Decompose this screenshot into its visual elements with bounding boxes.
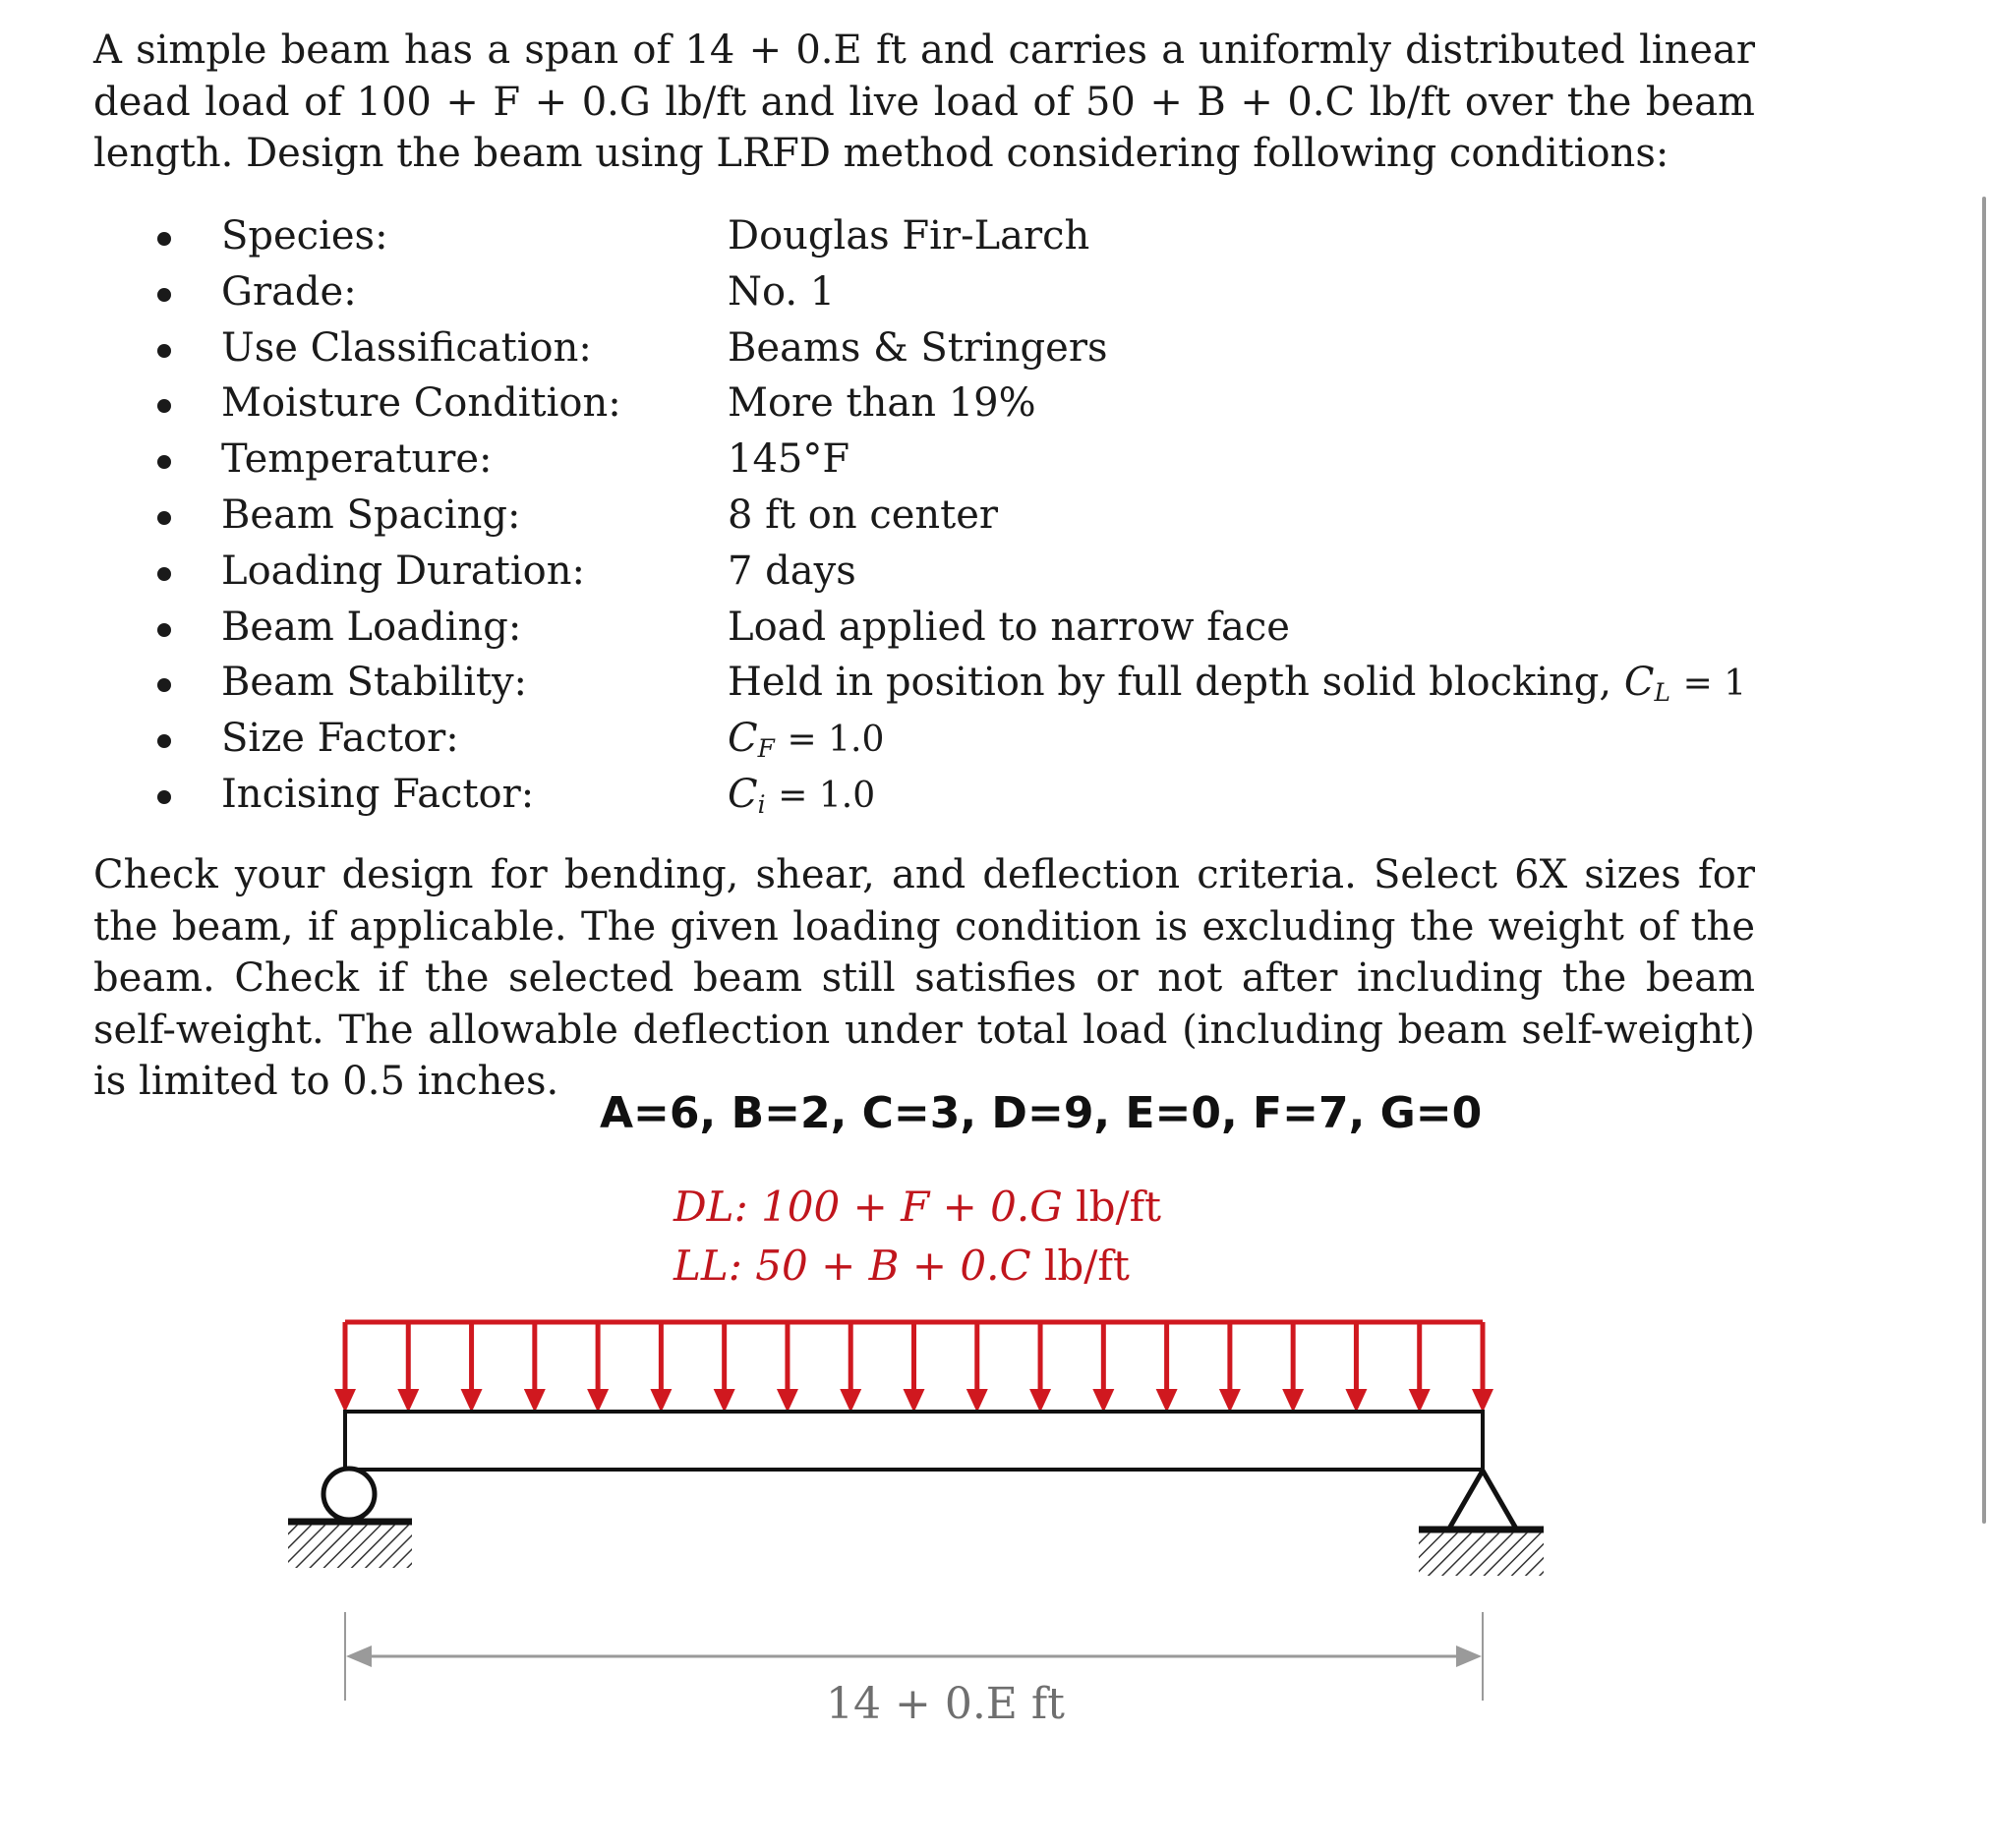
condition-label: Incising Factor: [221,771,535,817]
load-arrow [966,1322,988,1413]
condition-value: 145°F [728,436,850,483]
load-arrow [1345,1322,1367,1413]
load-arrow [1029,1322,1051,1413]
load-arrowhead [1345,1389,1367,1413]
roller-circle [323,1469,375,1520]
load-arrow [777,1322,798,1413]
distributed-load [334,1322,1493,1413]
condition-value: 7 days [728,548,856,594]
load-arrow [334,1322,356,1413]
pin-triangle [1449,1471,1516,1529]
load-arrowhead [1282,1389,1304,1413]
condition-value: Load applied to narrow face [728,604,1290,650]
load-arrow [840,1322,861,1413]
pin-ground-hatch [1419,1532,1544,1576]
condition-label: Size Factor: [221,716,459,762]
size-factor-value: = 1.0 [787,720,885,761]
condition-value: 8 ft on center [728,491,999,538]
condition-label: Moisture Condition: [221,380,621,427]
condition-label: Temperature: [221,436,493,483]
load-arrow [587,1322,609,1413]
roller-support [288,1469,412,1568]
stability-factor-symbol: $C_L$ [1623,660,1670,708]
load-arrowhead [1092,1389,1114,1413]
load-arrow [461,1322,483,1413]
condition-label: Loading Duration: [221,548,585,594]
condition-label: Beam Spacing: [221,491,521,538]
load-arrowhead [461,1389,483,1413]
load-arrowhead [1029,1389,1051,1413]
load-arrow [650,1322,672,1413]
load-arrow [1219,1322,1241,1413]
load-arrowhead [524,1389,546,1413]
load-arrowhead [840,1389,861,1413]
condition-value: Beams & Stringers [728,324,1108,371]
load-arrowhead [966,1389,988,1413]
load-arrowhead [714,1389,735,1413]
live-load-label: LL: 50 + B + 0.C lb/ft [673,1242,1130,1290]
load-arrowhead [1472,1389,1493,1413]
load-arrowhead [1409,1389,1431,1413]
beam-body [345,1412,1483,1470]
condition-value: No. 1 [728,268,836,315]
condition-label: Use Classification: [221,324,592,371]
load-arrow [904,1322,925,1413]
dimension-arrowhead-right [1456,1646,1482,1667]
problem-intro-paragraph: A simple beam has a span of 14 + 0.E ft and carries a uniformly distributed linear dead load of 100 + F + 0.G lb/ft and live load of 50 + B + 0.C lb/ft over the beam length. Design the beam using LRFD method considering following conditions: [93,28,1755,176]
load-arrow [714,1322,735,1413]
span-length-label: 14 + 0.E ft [826,1679,1065,1729]
condition-label: Species: [221,213,388,259]
load-arrow [397,1322,419,1413]
condition-label: Beam Loading: [221,604,522,650]
condition-value: Douglas Fir-Larch [728,213,1090,259]
load-arrowhead [1219,1389,1241,1413]
roller-ground-hatch [288,1525,412,1568]
load-arrowhead [334,1389,356,1413]
condition-label: Grade: [221,268,357,315]
dimension-arrowhead-left [346,1646,372,1667]
size-factor-symbol: $C_F$ [728,716,775,764]
load-arrow [1409,1322,1431,1413]
load-arrowhead [904,1389,925,1413]
dead-load-label: DL: 100 + F + 0.G lb/ft [673,1183,1162,1231]
parameter-values: A=6, B=2, C=3, D=9, E=0, F=7, G=0 [600,1088,1483,1138]
load-arrowhead [650,1389,672,1413]
load-arrowhead [397,1389,419,1413]
incising-factor-symbol: $C_i$ [728,771,766,820]
pin-support [1419,1471,1544,1576]
condition-value: More than 19% [728,380,1036,427]
load-arrowhead [1156,1389,1178,1413]
check-instructions-paragraph: Check your design for bending, shear, and deflection criteria. Select 6X sizes for the beam, if applicable. The given loading condition is excluding the weight of the beam. Check if the selected beam still satisfies or not after including the beam self-weight. The allowable deflection under total load (including beam self-weight) is limited to 0.5 inches. [93,852,1755,1104]
load-arrow [1156,1322,1178,1413]
load-arrow [1092,1322,1114,1413]
incising-factor-value: = 1.0 [778,775,876,816]
load-arrow [1282,1322,1304,1413]
load-arrowhead [587,1389,609,1413]
condition-value-text: Held in position by full depth solid blocking, [728,660,1612,706]
stability-factor-value: = 1 [1682,664,1747,705]
condition-label: Beam Stability: [221,660,528,706]
load-arrow [524,1322,546,1413]
load-arrow [1472,1322,1493,1413]
load-arrowhead [777,1389,798,1413]
